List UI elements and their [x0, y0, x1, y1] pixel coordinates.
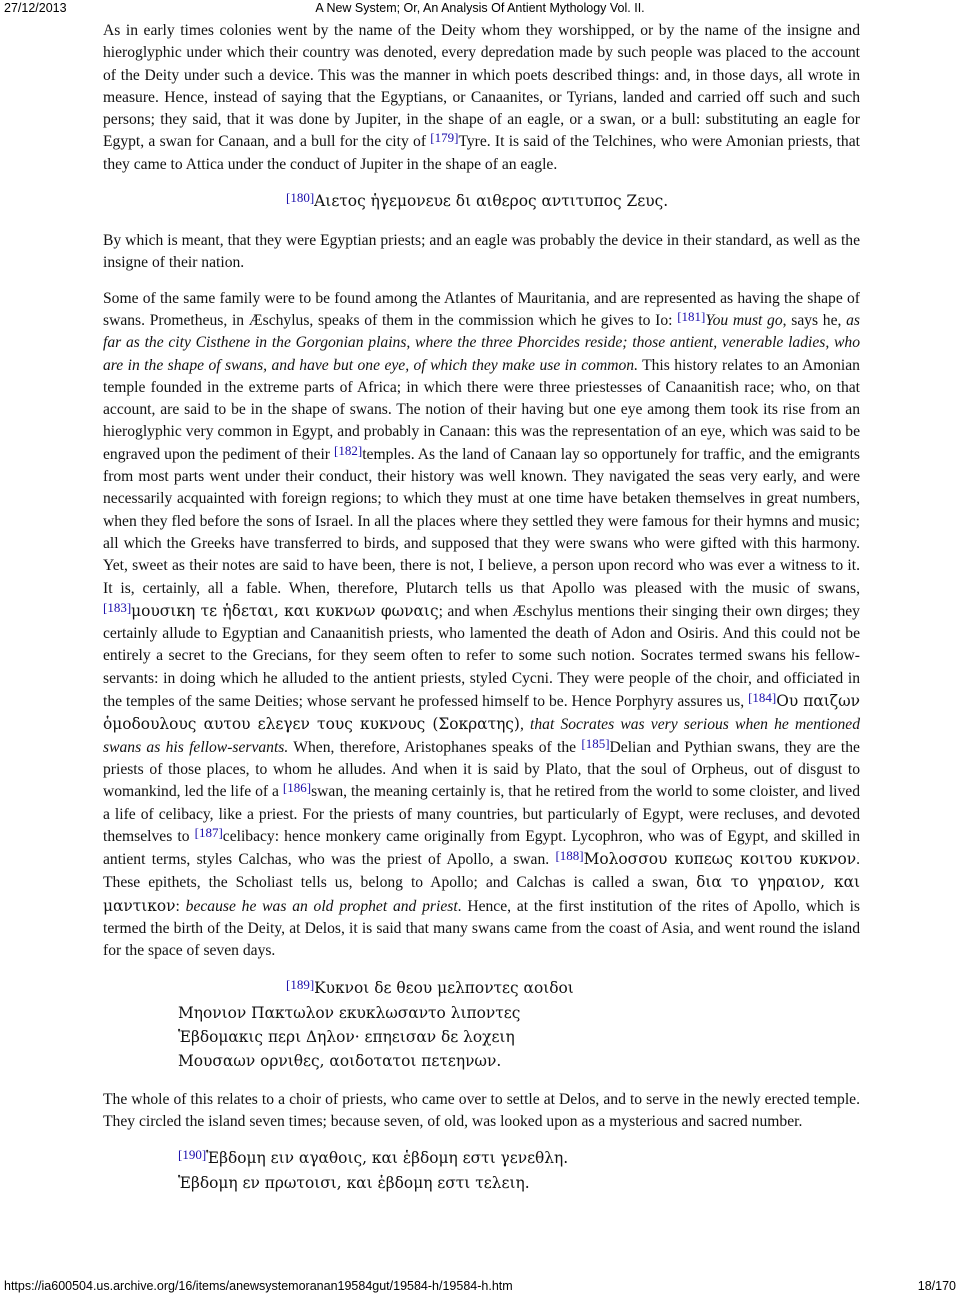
paragraph: Some of the same family were to be found among the Atlantes of Mauritania, and are represented as having the shape of swans. Prometheus, in Æschylus, speaks of them in the commission which he gives to Io: [181]You must go, says he, as far as the city Cisthene in the Gorgonian plains, where the three Phorcides reside; those antient, venerable ladies, who are in the shape of swans, and have but one eye, of which they make use in common. This history relates to an Amonian temple founded in the extreme parts of Africa; in which there were three priestesses of Canaanitish race; who, on that account, are said to be in the shape of swans. The notion of their having but one eye among them took its rise from an hieroglyphic very common in Egypt, and probably in Canaan: this was the representation of an eye, which was said to be engraved upon the pediment of their [182]temples. As the land of Canaan lay so opportunely for traffic, and the emigrants from most parts went under their conduct, their history was well known. They navigated the seas very early, and were necessarily acquainted with foreign regions; to which they must at one time have betaken themselves in great numbers, when they fled before the sons of Israel. In all the places where they settled they were famous for their hymns and music; all which the Greeks have transferred to birds, and supposed that they were swans who were gifted with this harmony. Yet, sweet as their notes are said to have been, there is not, I believe, a person upon record who was ever a witness to it. It is, certainly, all a fable. When, therefore, Plutarch tells us that Apollo was pleased with the music of swans, [183]μουσικη τε ἡδεται, και κυκνων φωναις; and when Æschylus mentions their singing their own dirges; they certainly allude to Egyptian and Canaanitish priests, who lamented the death of Adon and Osiris. And this could not be entirely a secret to the Grecians, for they seem often to refer to some such notion. Socrates termed swans his fellow-servants: in doing which he alluded to the antient priests, styled Cycni. They were people of the choir, and officiated in the temples of the same Deities; whose servant he professed himself to be. Hence Porphyry assures us, [184]Ου παιζων ὁμοδουλους αυτου ελεγεν τους κυκνους (Σοκρατης), that Socrates was very serious when he mentioned swans as his fellow-servants. When, therefore, Aristophanes speaks of the [185]Delian and Pythian swans, they are the priests of those places, to whom he alludes. And when it is said by Plato, that the soul of Orpheus, out of disgust to womankind, led the life of a [186]swan, the meaning certainly is, that he retired from the world to some cloister, and lived a life of celibacy, like a priest. For the priests of many countries, but particularly of Egypt, were recluses, and devoted themselves to [187]celibacy: hence monkery came originally from Egypt. Lycophron, who was of Egypt, and skilled in antient terms, styles Calchas, who was the priest of Apollo, a swan. [188]Μολοσσου κυπεως κοιτου κυκνον. These epithets, the Scholiast tells us, belong to Apollo; and Calchas is called a swan, δια το γηραιον, και μαντικον: because he was an old prophet and priest. Hence, at the first institution of the rites of Apollo, which is termed the birth of the Deity, at Delos, it is said that many swans came from the coast of Asia, and went round the island for the space of seven days. [103, 289, 860, 960]
page-footer [0, 1278, 960, 1296]
footnote-link-186[interactable]: [186] [282, 780, 312, 796]
footnote-link-185[interactable]: [185] [581, 735, 610, 751]
paragraph: As in early times colonies went by the name of the Deity whom they worshipped, or by the name of the insigne and hieroglyphic under which their country was denoted, every depredation made by such people was placed to the account of the Deity under such a device. This was the manner in which poets described things: and, in those days, all wrote in measure. Hence, instead of saying that the Egyptians, or Canaanites, or Tyrians, landed and carried off such and such persons; they said, that it was done by Jupiter, in the shape of an eagle, or a swan, or a bull: substituting an eagle for Egypt, a swan for Canaan, and a bull for the city of [179]Tyre. It is said of the Telchines, who were Amonian priests, that they came to Attica under the conduct of Jupiter in the shape of an eagle. [103, 22, 860, 173]
verse-line: [180]Αιετος ἡγεμονευε δι αιθερος αντιτυπος Ζευς. [286, 190, 669, 211]
footnote-link-187[interactable]: [187] [194, 824, 223, 840]
verse-line: [190]Ἑβδομη ειν αγαθοις, και ἑβδομη εστι γενεθλη. [178, 1147, 569, 1168]
page-number: 18/170 [917, 1279, 956, 1293]
footnote-link-188[interactable]: [188] [555, 848, 584, 864]
paragraph: By which is meant, that they were Egyptian priests; and an eagle was probably the device in their standard, as well as the insigne of their nation. [103, 232, 860, 272]
verse-line: [189]Κυκνοι δε θεου μελποντες αοιδοι [286, 976, 574, 997]
footnote-link-181[interactable]: [181] [677, 308, 706, 324]
footnote-link-190[interactable]: [190] [178, 1147, 207, 1163]
footnote-link-183[interactable]: [183] [103, 599, 132, 615]
footnote-link-179[interactable]: [179] [430, 130, 459, 146]
footnote-link-184[interactable]: [184] [748, 690, 777, 706]
page-url: https://ia600504.us.archive.org/16/items/anewsystemoranan19584gut/19584-h/19584-h.htm [4, 1279, 513, 1293]
page-header [0, 0, 960, 18]
verse-line: Μουσαων ορνιθες, αοιδοτατοι πετεηνων. [178, 1051, 502, 1070]
print-date: 27/12/2013 [4, 1, 67, 15]
footnote-link-180[interactable]: [180] [286, 190, 315, 206]
verse-line: Ἑβδομη εν πρωτοισι, και ἑβδομη εστι τελειη. [178, 1174, 530, 1193]
footnote-link-182[interactable]: [182] [334, 442, 363, 458]
greek-verse-quote [178, 976, 860, 1073]
verse-line: Ἑβδομακις περι Δηλον· επηεισαν δε λοχειη [178, 1027, 515, 1046]
greek-verse-quote [178, 189, 860, 214]
paragraph: The whole of this relates to a choir of priests, who came over to settle at Delos, and to serve in the newly erected temple. They circled the island seven times; because seven, of old, was looked upon as a mysterious and sacred number. [103, 1090, 860, 1130]
document-title: A New System; Or, An Analysis Of Antient Mythology Vol. II. [315, 1, 645, 15]
greek-verse-quote [178, 1146, 860, 1195]
book-text [103, 20, 860, 1211]
footnote-link-189[interactable]: [189] [286, 976, 315, 992]
verse-line: Μηονιον Πακτωλον εκυκλωσαντο λιποντες [178, 1003, 521, 1022]
